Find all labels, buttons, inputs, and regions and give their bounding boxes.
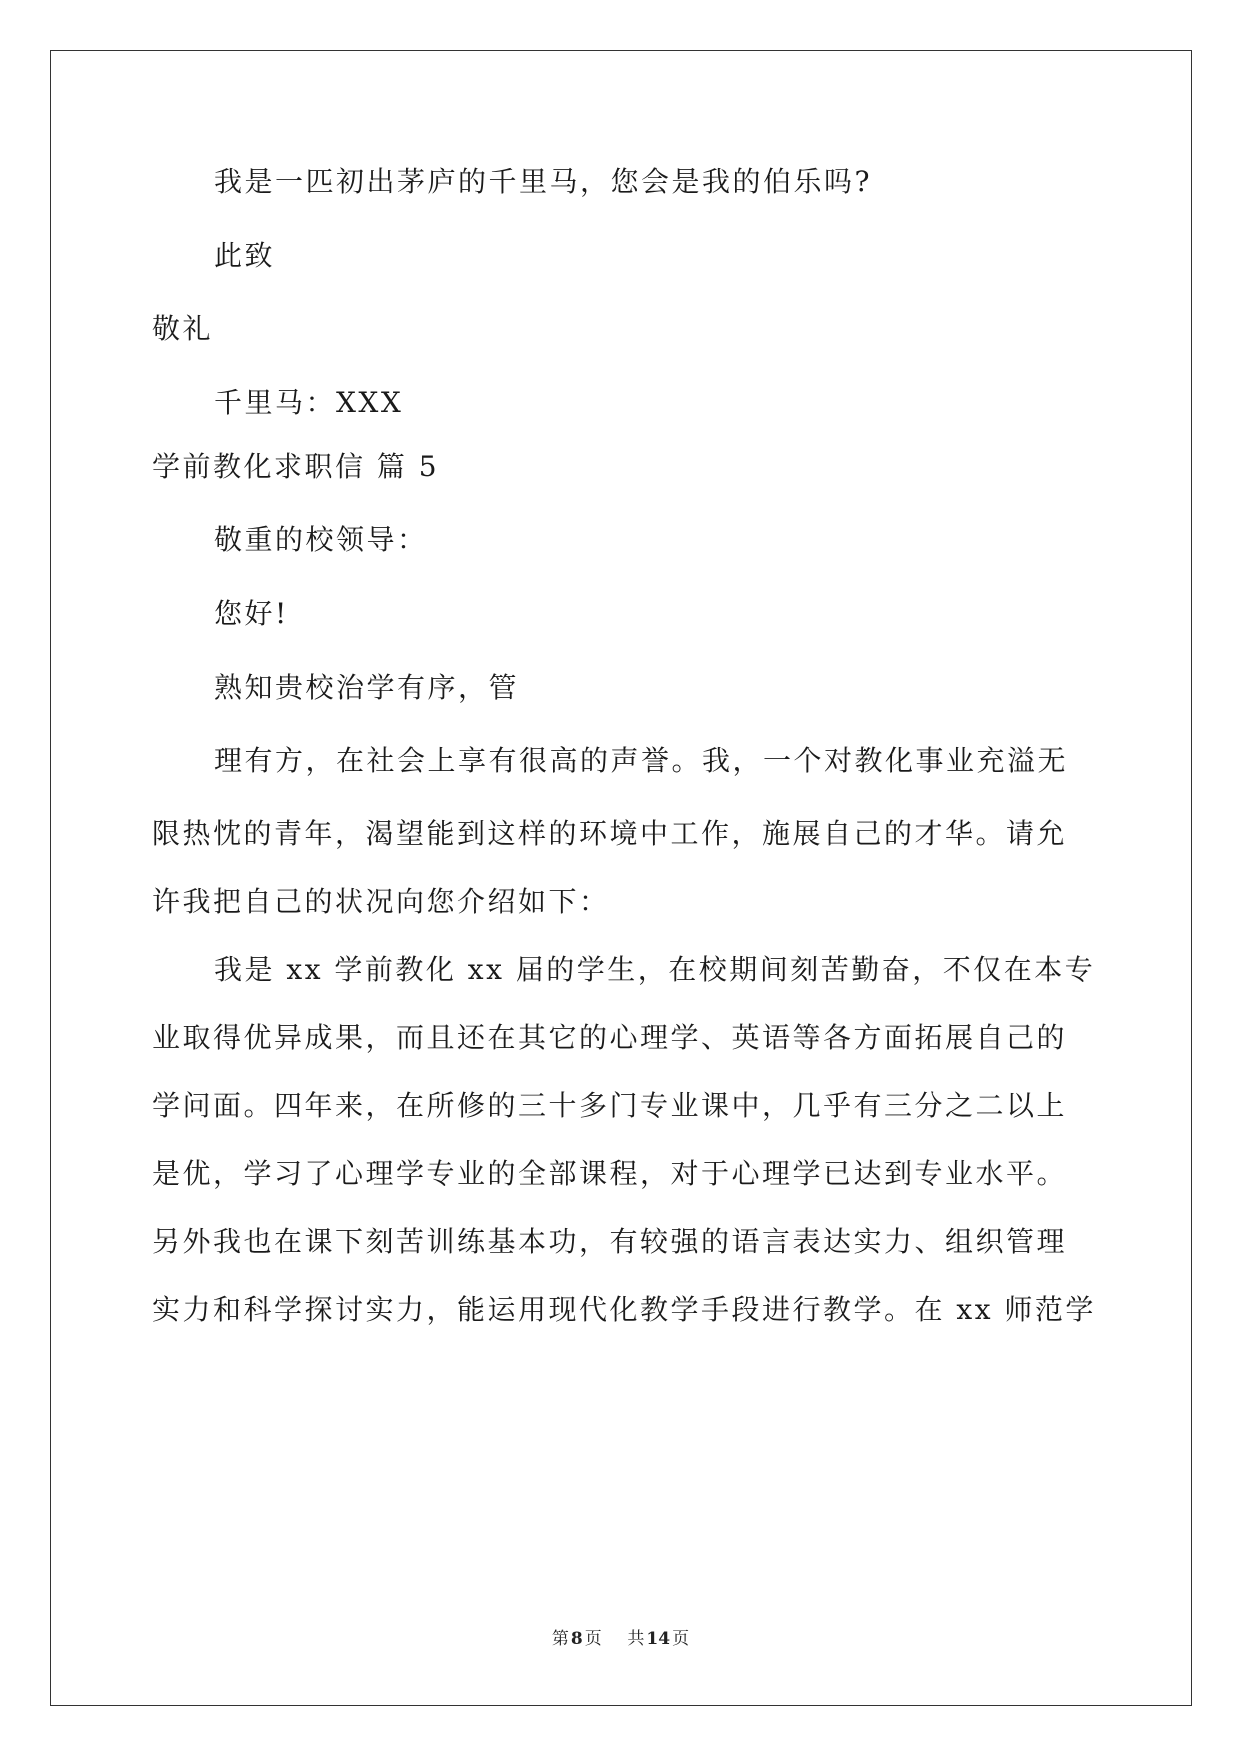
- paragraph-line: 许我把自己的状况向您介绍如下：: [152, 885, 610, 918]
- footer-total-unit: 页: [672, 1629, 690, 1649]
- footer-total-pages: 14: [646, 1629, 671, 1649]
- footer-page-prefix: 第: [551, 1629, 569, 1649]
- section-heading: 学前教化求职信 篇 5: [152, 450, 440, 483]
- paragraph-line: 实力和科学探讨实力，能运用现代化教学手段进行教学。在 xx 师范学: [152, 1293, 1096, 1326]
- paragraph-line: 是优，学习了心理学专业的全部课程，对于心理学已达到专业水平。: [152, 1157, 1068, 1190]
- paragraph-line: 业取得优异成果，而且还在其它的心理学、英语等各方面拓展自己的: [152, 1021, 1068, 1054]
- greeting: 您好!: [214, 597, 289, 630]
- paragraph-line: 理有方，在社会上享有很高的声誉。我，一个对教化事业充溢无: [214, 744, 1069, 777]
- page-footer: [0, 1627, 1241, 1651]
- closing-regards: 敬礼: [152, 312, 214, 345]
- greeting-recipient: 敬重的校领导：: [214, 523, 428, 556]
- signature-line: 千里马：XXX: [214, 386, 404, 419]
- paragraph-line: 另外我也在课下刻苦训练基本功，有较强的语言表达实力、组织管理: [152, 1225, 1068, 1258]
- paragraph-line: 熟知贵校治学有序，管: [214, 671, 520, 704]
- footer-page-number: 8: [570, 1629, 583, 1649]
- closing-salutation: 此致: [214, 239, 276, 272]
- paragraph-line: 我是一匹初出茅庐的千里马，您会是我的伯乐吗?: [214, 165, 873, 198]
- page-border: [50, 50, 1192, 1706]
- paragraph-line: 限热忱的青年，渴望能到这样的环境中工作，施展自己的才华。请允: [152, 817, 1068, 850]
- footer-page-unit: 页: [584, 1629, 602, 1649]
- paragraph-line: 我是 xx 学前教化 xx 届的学生，在校期间刻苦勤奋，不仅在本专: [214, 953, 1096, 986]
- paragraph-line: 学问面。四年来，在所修的三十多门专业课中，几乎有三分之二以上: [152, 1089, 1068, 1122]
- footer-total-prefix: 共: [627, 1629, 645, 1649]
